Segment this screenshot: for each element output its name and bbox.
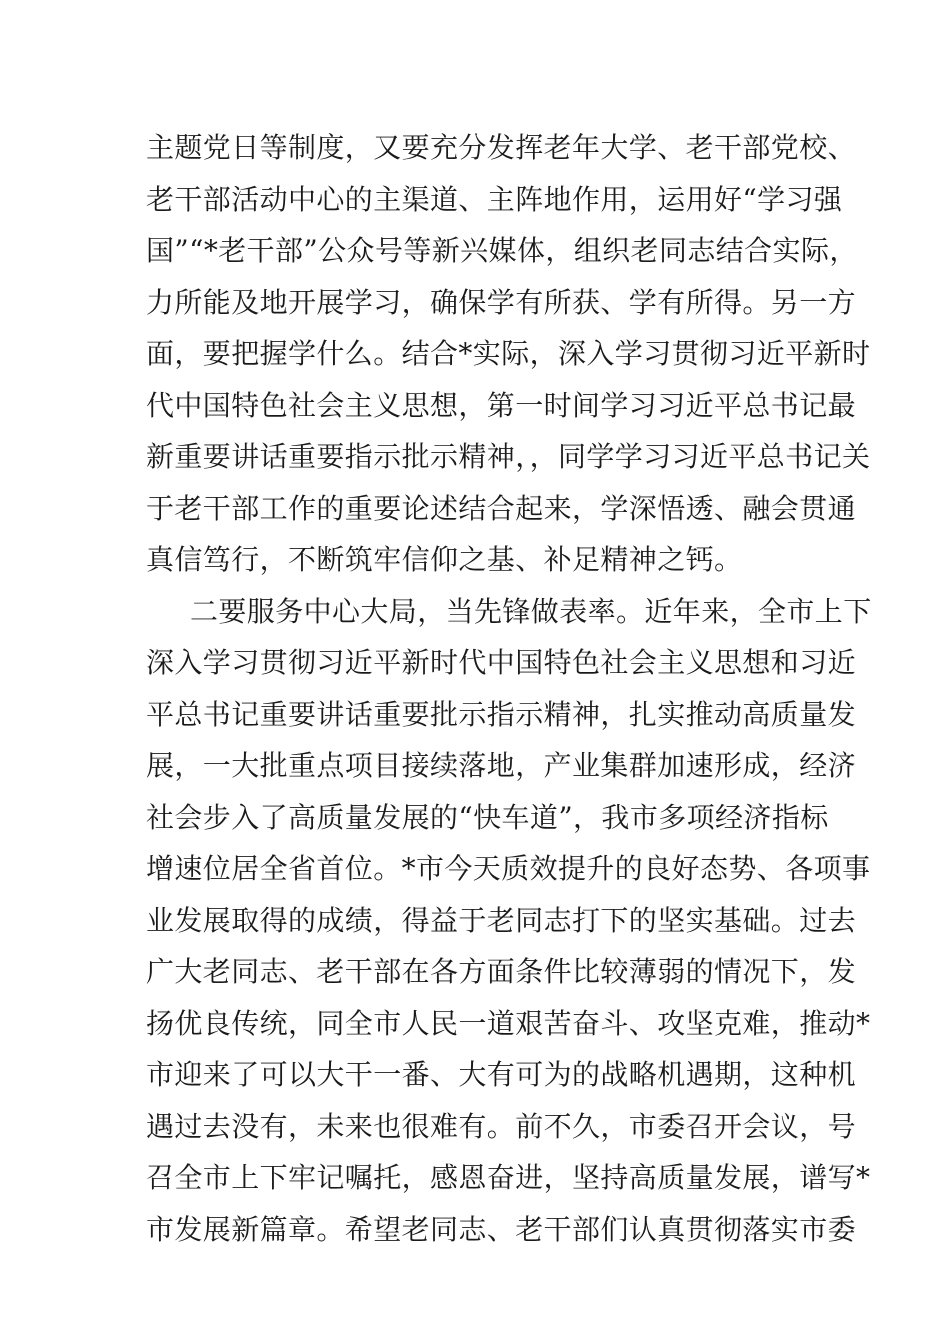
text-line: 真信笃行，不断筑牢信仰之基、补足精神之钙。 [146, 543, 743, 576]
text-line: 深入学习贯彻习近平新时代中国特色社会主义思想和习近 [146, 646, 857, 679]
text-line: 平总书记重要讲话重要批示指示精神，扎实推动高质量发 [146, 697, 857, 731]
text-line: 国”“*老干部”公众号等新兴媒体，组织老同志结合实际， [146, 234, 858, 267]
text-line: 遇过去没有，未来也很难有。前不久，市委召开会议，号 [146, 1109, 857, 1143]
text-line: 广大老同志、老干部在各方面条件比较薄弱的情况下，发 [146, 955, 857, 988]
text-line: 新重要讲话重要指示批示精神，，同学学习习近平总书记关 [146, 440, 871, 473]
text-line: 力所能及地开展学习，确保学有所获、学有所得。另一方 [146, 285, 857, 319]
text-line: 面，要把握学什么。结合*实际，深入学习贯彻习近平新时 [146, 337, 871, 370]
text-line: 主题党日等制度，又要充分发挥老年大学、老干部党校、 [146, 131, 857, 164]
text-line: 老干部活动中心的主渠道、主阵地作用，运用好“学习强 [146, 182, 843, 216]
text-line: 社会步入了高质量发展的“快车道”，我市多项经济指标 [146, 800, 829, 834]
text-line: 展，一大批重点项目接续落地，产业集群加速形成，经济 [146, 749, 857, 782]
text-line: 扬优良传统，同全市人民一道艰苦奋斗、攻坚克难，推动* [146, 1006, 871, 1040]
text-line: 于老干部工作的重要论述结合起来，学深悟透、融会贯通 [146, 491, 857, 525]
document-body [146, 122, 872, 1255]
paragraph-start-line: 二要服务中心大局，当先锋做表率。近年来，全市上下 [190, 594, 872, 628]
text-line: 市发展新篇章。希望老同志、老干部们认真贯彻落实市委 [146, 1212, 857, 1246]
text-line: 增速位居全省首位。*市今天质效提升的良好态势、各项事 [146, 852, 871, 885]
text-line: 市迎来了可以大干一番、大有可为的战略机遇期，这种机 [146, 1058, 857, 1091]
text-line: 召全市上下牢记嘱托，感恩奋进，坚持高质量发展，谱写* [146, 1161, 871, 1194]
text-line: 业发展取得的成绩，得益于老同志打下的坚实基础。过去 [146, 903, 857, 937]
text-line: 代中国特色社会主义思想，第一时间学习习近平总书记最 [146, 388, 857, 422]
